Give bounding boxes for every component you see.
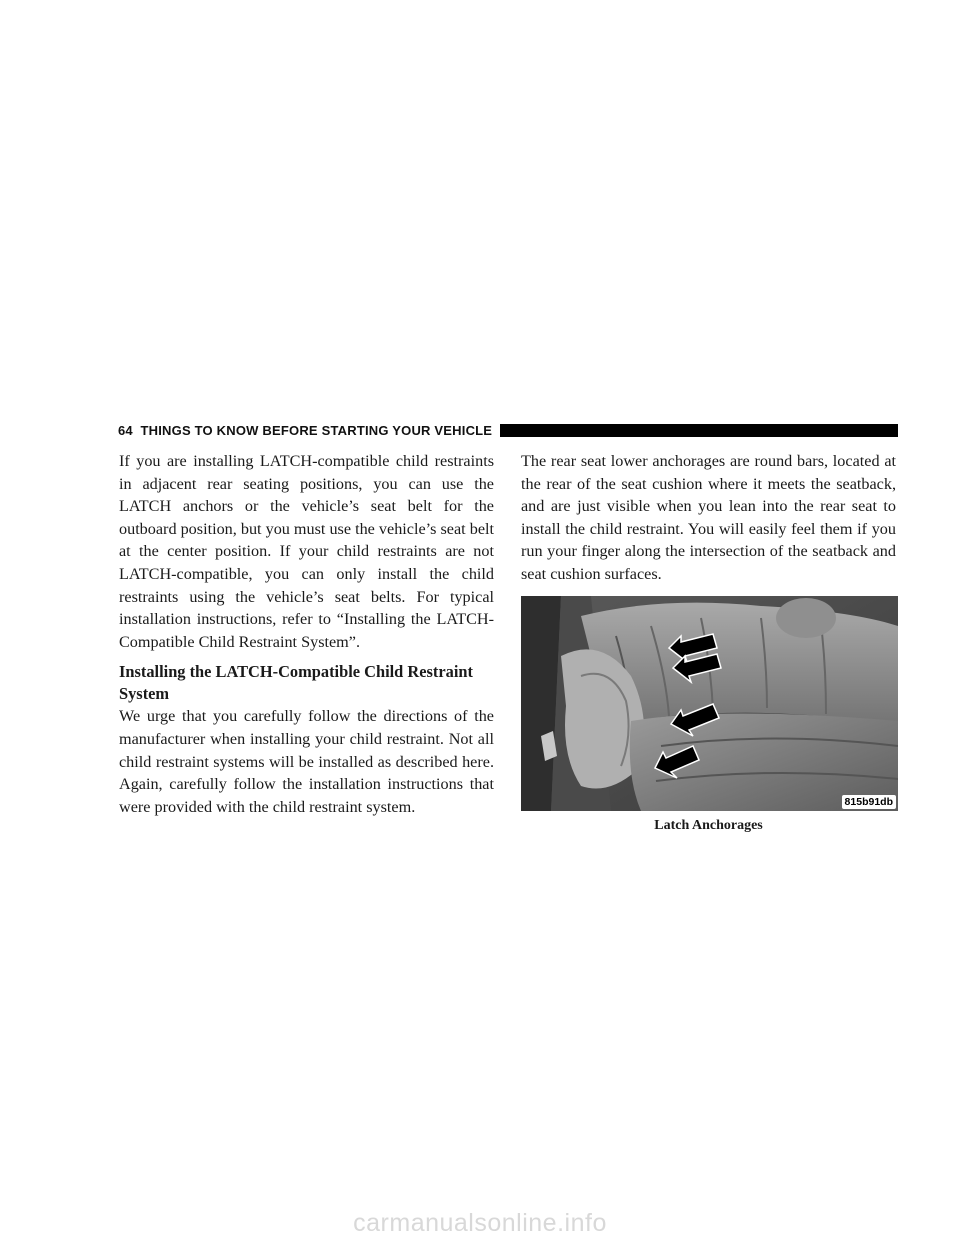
figure-code: 815b91db [842, 795, 896, 809]
body-paragraph: We urge that you carefully follow the directions of the manufacturer when installing your child restraint. Not all child restraint systems will be installed as described here. Again, carefully follow the installation instructions that were provided with the child restraint system. [119, 707, 494, 816]
watermark: carmanualsonline.info [353, 1209, 607, 1237]
section-subheading: Installing the LATCH-Compatible Child Restraint System [119, 662, 473, 704]
left-column [119, 450, 494, 818]
body-paragraph: The rear seat lower anchorages are round bars, located at the rear of the seat cushion where it meets the seatback, and are just visible when you lean into the rear seat to install the child restraint. You will easily feel them if you run your finger along the intersection of the seatback and seat cushion surfaces. [521, 452, 896, 583]
figure-caption: Latch Anchorages [654, 817, 763, 833]
body-paragraph: If you are installing LATCH-compatible child restraints in adjacent rear seating positions, you can use the LATCH anchors or the vehicle’s seat belt for the outboard position, but you must use the vehicle’s seat belt at the center position. If your child restraints are not LATCH-compatible, you can only install the child restraints using the vehicle’s seat belts. For typical installation instructions, refer to “Installing the LATCH-Compatible Child Restraint System”. [119, 452, 494, 651]
right-column [521, 450, 896, 834]
header-rule [500, 424, 898, 437]
header-text [118, 423, 492, 438]
rear-seat-illustration [521, 596, 898, 811]
page-number: 64 [118, 422, 133, 438]
seat-photo [521, 596, 898, 811]
page-header [118, 420, 898, 440]
section-title: THINGS TO KNOW BEFORE STARTING YOUR VEHICLE [140, 422, 493, 438]
